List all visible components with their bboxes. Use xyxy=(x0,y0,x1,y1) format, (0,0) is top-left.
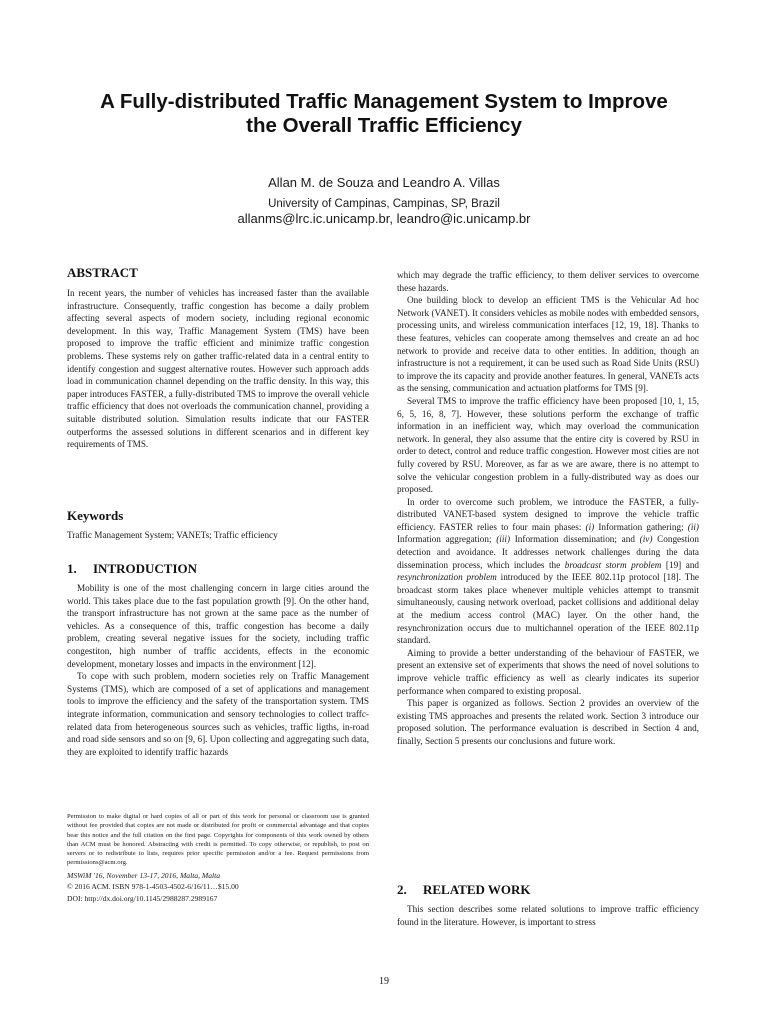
p3-text-7: introduced by the IEEE 802.11p protocol [18]. The broadcast storm takes place whenever multiple vehicles attempt to transmit simultaneously, causing network overload, packet collisions and additional delay at the medium access control (MAC) layer. On the other hand, the resynchronization occurs due to multichannel operation of the IEEE 802.11p standard. xyxy=(397,572,699,646)
introduction-heading xyxy=(67,561,369,577)
conference-name: MSWiM '16, November 13-17, 2016, Malta, Malta xyxy=(67,870,221,880)
p3-text-5: Congestion detection and avoidance. It addresses network challenges during the data dissemination process, which includes the xyxy=(397,534,699,570)
p3-text-4: Information dissemination; and xyxy=(510,534,640,545)
section-number: 2. xyxy=(397,882,407,897)
p3-italic-6: resynchronization problem xyxy=(397,572,497,583)
permission-footnote xyxy=(67,812,369,904)
p3-text-3: Information aggregation; xyxy=(397,534,497,545)
p3-italic-5: broadcast storm problem xyxy=(564,559,662,570)
abstract-heading: ABSTRACT xyxy=(67,265,138,280)
right-paragraph-3 xyxy=(397,496,699,647)
right-paragraph-4: Aiming to provide a better understanding of the behaviour of FASTER, we present an extensive set of experiments that shows the need of novel solutions to improve vehicle traffic efficiency as well as clearly indicates its superior performance when compared to existing proposal. xyxy=(397,647,699,696)
copyright-line: © 2016 ACM. ISBN 978-1-4503-4502-6/16/11…$15.00 xyxy=(67,882,239,892)
title-line-2: the Overall Traffic Efficiency xyxy=(246,114,522,137)
author-emails: allanms@lrc.ic.unicamp.br, leandro@ic.unicamp.br xyxy=(237,211,531,226)
intro-paragraph-2: To cope with such problem, modern societies rely on Traffic Management Systems (TMS), which are composed of a set of applications and management tools to improve the efficiency and the safety of the transportation system. TMS integrate information, communication and sensory technologies to collect traffc-related data from heterogeneous sources such as vehicles, traffic ligths, in-road and road side sensors and so on [9, 6]. Upon collecting and aggregating such data, they are exploited to identify traffic hazards xyxy=(67,671,369,757)
page-number: 19 xyxy=(379,976,389,987)
conference-line xyxy=(67,870,369,882)
p3-italic-2: (ii) xyxy=(687,521,699,532)
related-work-paragraph: This section describes some related solutions to improve traffic efficiency found in the literature. However, is important to stress xyxy=(397,904,699,927)
permission-text: Permission to make digital or hard copies of all or part of this work for personal or classroom use is granted without fee provided that copies are not made or distributed for profit or commercial advantage and that copies bear this notice and the full citation on the first page. Copyrights for components of this work owned by others than ACM must be honored. Abstracting with credit is permitted. To copy otherwise, or republish, to post on servers or to redistribute to lists, requires prior specific permission and/or a fee. Request permissions from permissions@acm.org. xyxy=(67,813,369,867)
left-column xyxy=(67,265,369,451)
related-work-heading xyxy=(397,882,699,898)
intro-paragraph-1: Mobility is one of the most challenging concern in large cities around the world. This takes place due to the fast population growth [9]. On the other hand, the transport infrastructure has not grown at the same pace as the number of vehicles. As a consequence of this, traffic congestion has become a daily problem, creating several negative issues for the society, including traffic congestiton, high number of traffic accidents, effects in the economic development, monetary losses and impacts in the environment [12]. xyxy=(67,583,369,669)
right-paragraph-1: One building block to develop an efficient TMS is the Vehicular Ad hoc Network (VANET). It considers vehicles as mobile nodes with embedded sensors, processing units, and wireless communication interfaces [12, 19, 18]. Thanks to these features, vehicles can cooperate among themselves and create an ad hoc network to provide and receive data to other entities. In addition, though an infrastructure is not a requirement, it can be used such as Road Side Units (RSU) to improve the its capacity and provide another features. In general, VANETs acts as the sensing, communication and actuation platforms for TMS [9]. xyxy=(397,295,699,394)
p3-text-2: Information gathering; xyxy=(594,521,688,532)
title-line-1: A Fully-distributed Traffic Management System to Improve xyxy=(100,90,668,113)
keywords-section xyxy=(67,508,369,542)
right-paragraph-0: which may degrade the traffic efficiency, to them deliver services to overcome these hazards. xyxy=(397,270,699,293)
author-names: Allan M. de Souza and Leandro A. Villas xyxy=(268,175,500,190)
section-number: 1. xyxy=(67,561,77,576)
related-work-section xyxy=(397,882,699,928)
introduction-section xyxy=(67,561,369,758)
right-paragraph-5: This paper is organized as follows. Section 2 provides an overview of the existing TMS approaches and presents the related work. Section 3 introduce our proposed solution. The performance evaluation is described in Section 4 and, finally, Section 5 presents our conclusions and future work. xyxy=(397,698,699,746)
keywords-heading: Keywords xyxy=(67,508,124,523)
right-paragraph-2: Several TMS to improve the traffic efficiency have been proposed [10, 1, 15, 6, 5, 16, 8, 7]. However, these solutions perform the exchange of traffic information in an inefficient way, which may overload the communication network. In general, they also assume that the entire city is covered by RSU in order to detect, control and reduce traffic congestion. However most cities are not fully covered by RSU. Moreover, as far as we are aware, there is no attempt to solve the vehicular congestion problem in a fully-distributed way as does our proposed. xyxy=(397,395,699,495)
right-column xyxy=(397,269,699,748)
p3-text-1: In order to overcome such problem, we introduce the FASTER, a fully-distributed VANET-based system designed to improve the vehicle traffic efficiency. FASTER relies to four main phases: xyxy=(397,496,699,532)
author-affiliation: University of Campinas, Campinas, SP, Brazil xyxy=(268,198,500,210)
paper-title xyxy=(40,90,728,138)
p3-text-6: [19] and xyxy=(661,559,700,570)
keywords-text: Traffic Management System; VANETs; Traffic efficiency xyxy=(67,530,278,540)
section-title: RELATED WORK xyxy=(423,882,531,897)
section-title: INTRODUCTION xyxy=(93,561,198,576)
p3-italic-3: (iii) xyxy=(496,534,511,545)
doi-line: DOI: http://dx.doi.org/10.1145/2988287.2989167 xyxy=(67,893,218,903)
p3-italic-1: (i) xyxy=(585,521,595,532)
p3-italic-4: (iv) xyxy=(639,534,653,545)
abstract-text: In recent years, the number of vehicles has increased faster than the available infrastructure. Consequently, traffic congestion has become a daily problem affecting several aspects of modern society, including regional economic development. In this way, Traffic Management System (TMS) have been proposed to improve the traffic efficient and minimize traffic congestion problems. These systems rely on gather traffic-related data in a central entity to identify congestion and suggest alternative routes. However such approach adds load in communication channel depending on the traffic density. In this way, this paper introduces FASTER, a fully-distributed TMS to improve the overall vehicle traffic efficiency that does not overloads the communication channel, providing a suitable distributed solution. Simulation results indicate that our FASTER outperforms the assessed solutions in different scenarios and in different key requirements of TMS. xyxy=(67,288,369,450)
